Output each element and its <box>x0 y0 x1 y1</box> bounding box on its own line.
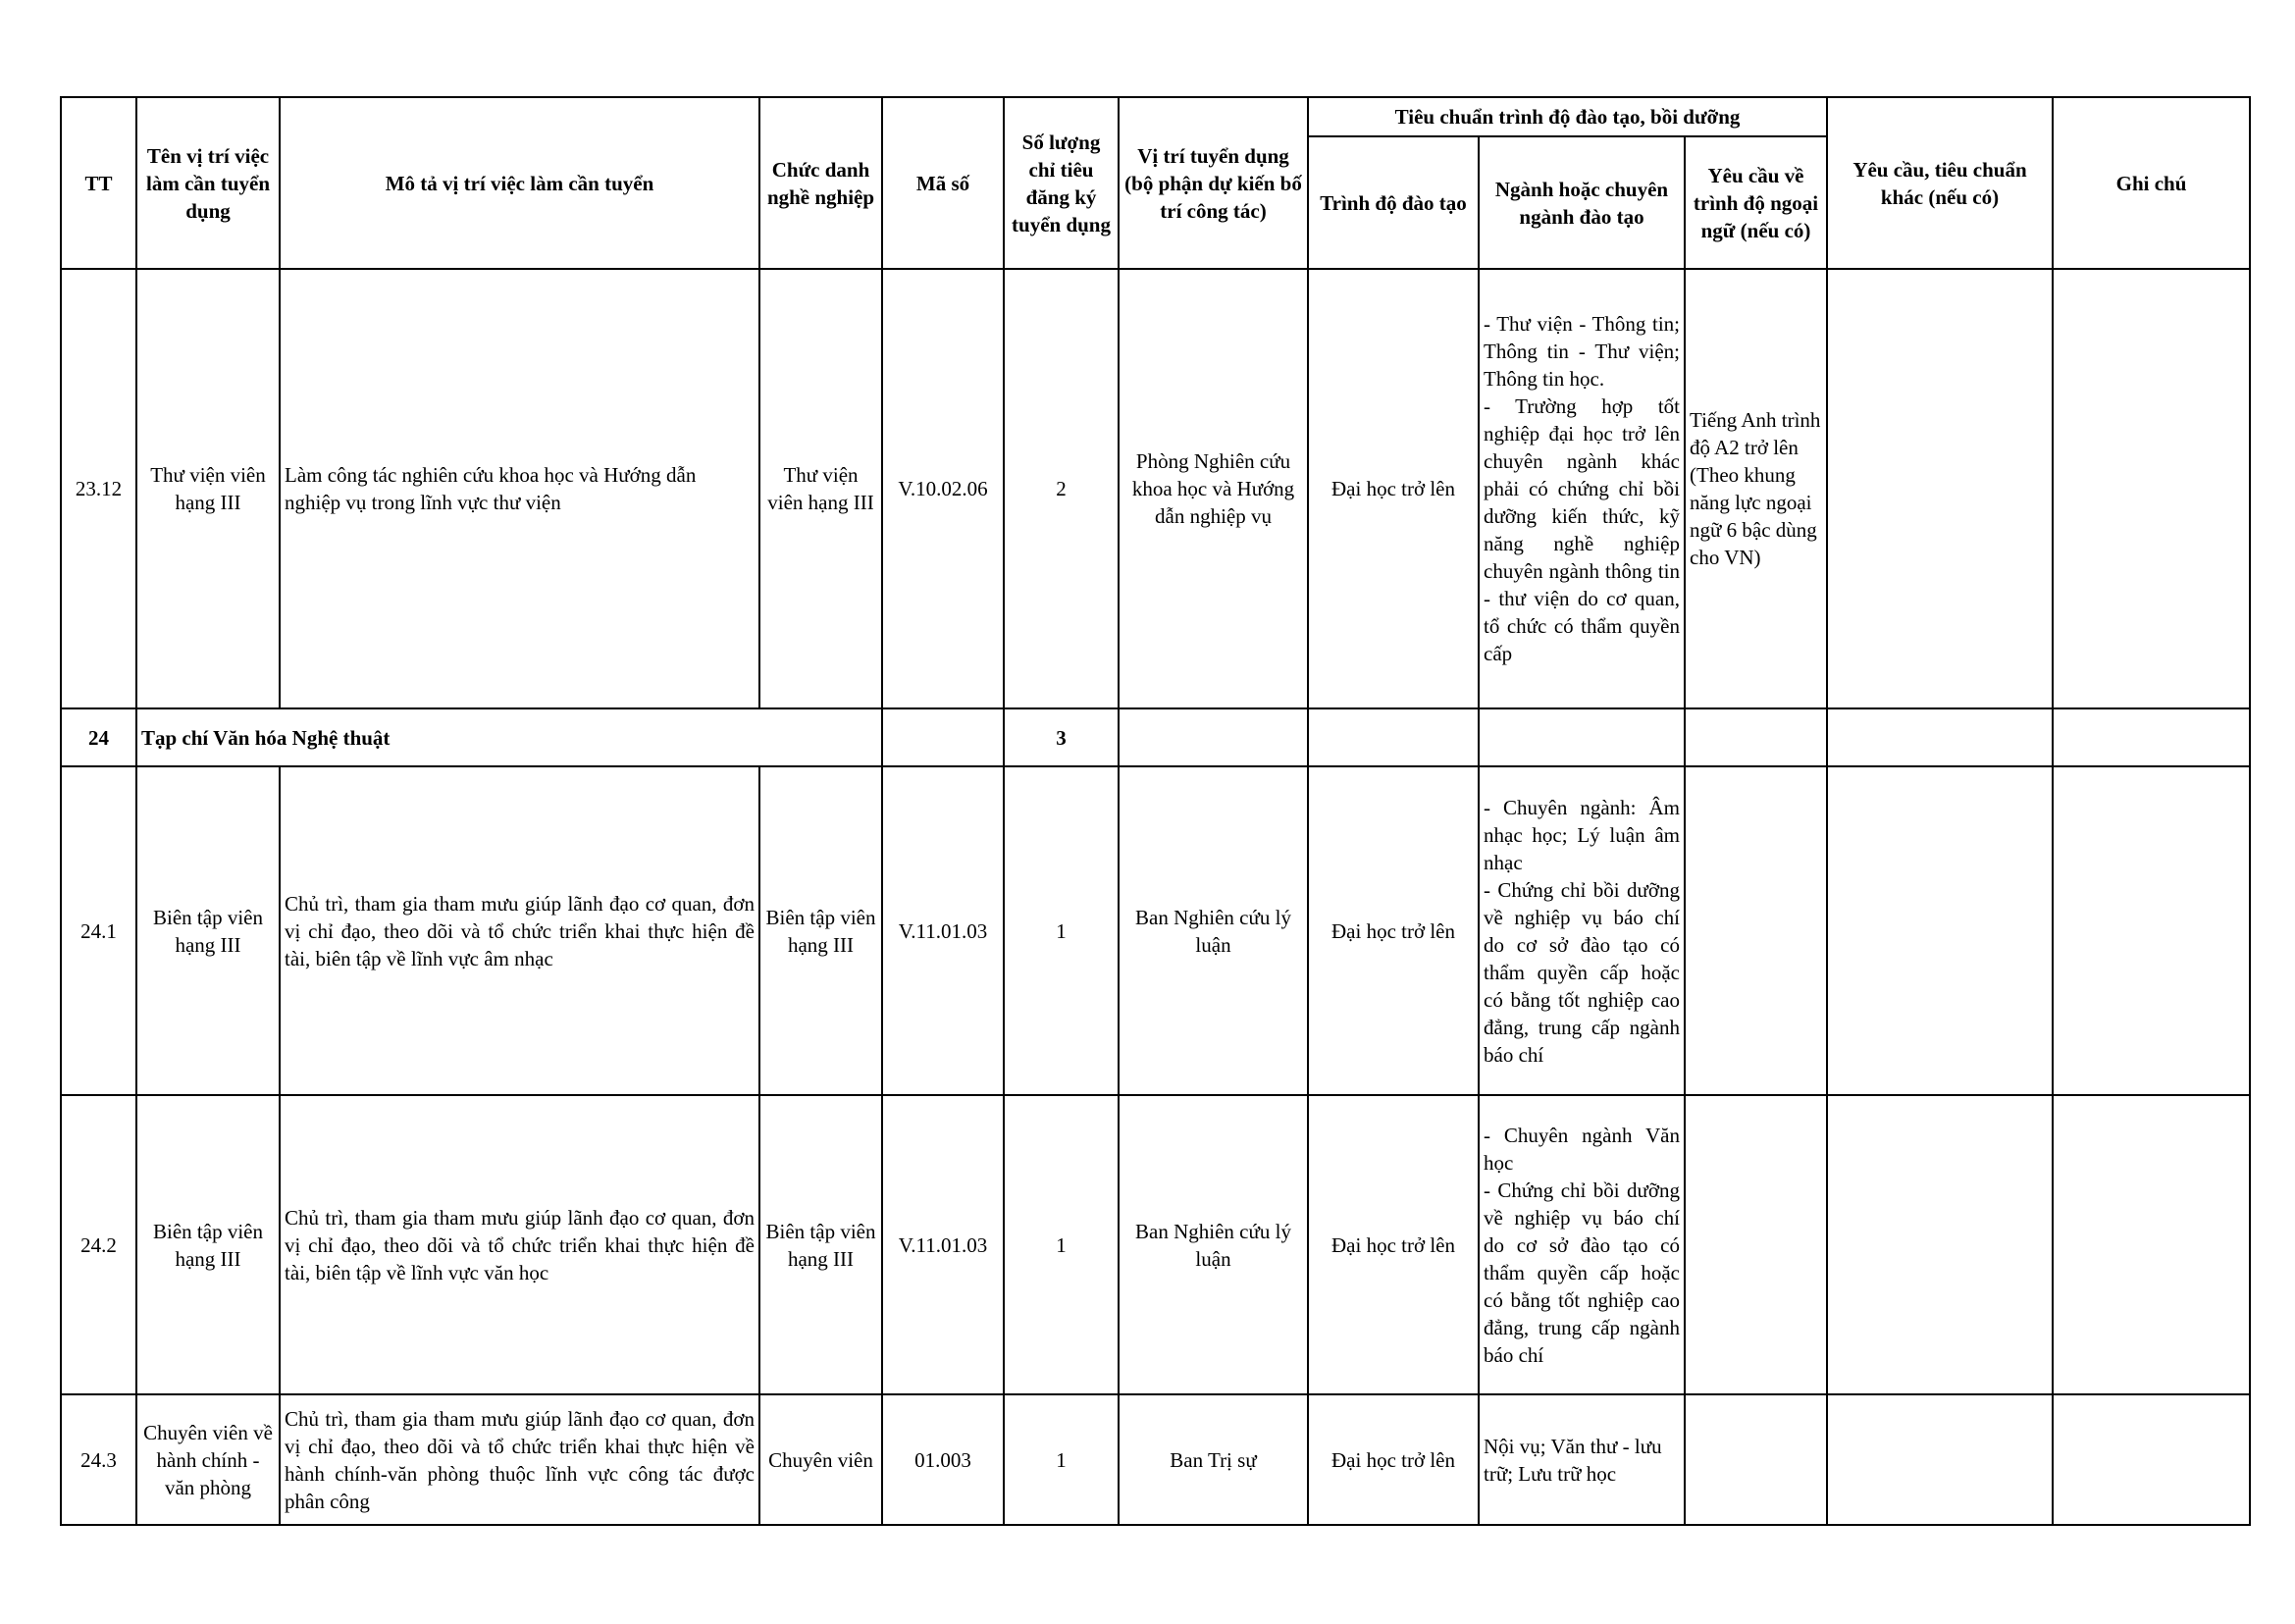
header-education: Trình độ đào tạo <box>1308 136 1479 269</box>
cell-other <box>1827 1394 2053 1525</box>
cell-major <box>1479 269 1685 708</box>
header-location: Vị trí tuyển dụng (bộ phận dự kiến bố trí công tác) <box>1119 97 1308 269</box>
cell-language: Tiếng Anh trình độ A2 trở lên (Theo khung năng lực ngoại ngữ 6 bậc dùng cho VN) <box>1685 269 1827 708</box>
cell-major <box>1479 766 1685 1095</box>
cell-description: Chủ trì, tham gia tham mưu giúp lãnh đạo cơ quan, đơn vị chỉ đạo, theo dõi và tổ chức triển khai thực hiện đề tài, biên tập về lĩnh vực văn học <box>280 1095 759 1394</box>
cell-other <box>1827 766 2053 1095</box>
cell-position-name: Biên tập viên hạng III <box>136 1095 280 1394</box>
cell-quota: 1 <box>1004 1394 1119 1525</box>
header-training-group: Tiêu chuẩn trình độ đào tạo, bồi dưỡng <box>1308 97 1827 136</box>
section-empty-code <box>882 708 1004 766</box>
section-empty-notes <box>2053 708 2250 766</box>
cell-language <box>1685 1095 1827 1394</box>
cell-location: Ban Nghiên cứu lý luận <box>1119 766 1308 1095</box>
cell-education: Đại học trở lên <box>1308 1095 1479 1394</box>
header-quota: Số lượng chỉ tiêu đăng ký tuyển dụng <box>1004 97 1119 269</box>
table-row <box>61 1394 2250 1525</box>
cell-other <box>1827 269 2053 708</box>
section-quota: 3 <box>1004 708 1119 766</box>
cell-major <box>1479 1095 1685 1394</box>
header-position-name: Tên vị trí việc làm cần tuyển dụng <box>136 97 280 269</box>
major-line-1: - Chuyên ngành: Âm nhạc học; Lý luận âm nhạc <box>1484 795 1680 874</box>
cell-position-name: Chuyên viên về hành chính - văn phòng <box>136 1394 280 1525</box>
cell-tt: 24.2 <box>61 1095 136 1394</box>
header-code: Mã số <box>882 97 1004 269</box>
cell-major: Nội vụ; Văn thư - lưu trữ; Lưu trữ học <box>1479 1394 1685 1525</box>
major-line-1: - Thư viện - Thông tin; Thông tin - Thư viện; Thông tin học. <box>1484 312 1680 391</box>
cell-education: Đại học trở lên <box>1308 1394 1479 1525</box>
cell-job-title: Biên tập viên hạng III <box>759 1095 882 1394</box>
cell-job-title: Thư viện viên hạng III <box>759 269 882 708</box>
header-major: Ngành hoặc chuyên ngành đào tạo <box>1479 136 1685 269</box>
recruitment-table <box>60 96 2251 1526</box>
cell-code: V.11.01.03 <box>882 766 1004 1095</box>
cell-job-title: Biên tập viên hạng III <box>759 766 882 1095</box>
cell-job-title: Chuyên viên <box>759 1394 882 1525</box>
header-language: Yêu cầu về trình độ ngoại ngữ (nếu có) <box>1685 136 1827 269</box>
cell-tt: 23.12 <box>61 269 136 708</box>
major-line-1: - Chuyên ngành Văn học <box>1484 1123 1680 1175</box>
cell-position-name: Biên tập viên hạng III <box>136 766 280 1095</box>
cell-description: Chủ trì, tham gia tham mưu giúp lãnh đạo cơ quan, đơn vị chỉ đạo, theo dõi và tổ chức triển khai thực hiện về hành chính-văn phòng thuộc lĩnh vực công tác được phân công <box>280 1394 759 1525</box>
section-empty-education <box>1308 708 1479 766</box>
cell-quota: 1 <box>1004 1095 1119 1394</box>
table-row <box>61 1095 2250 1394</box>
major-line-2: - Chứng chỉ bồi dưỡng về nghiệp vụ báo chí do cơ sở đào tạo có thẩm quyền cấp hoặc có bằng tốt nghiệp cao đẳng, trung cấp ngành báo chí <box>1484 877 1680 1067</box>
header-description: Mô tả vị trí việc làm cần tuyển <box>280 97 759 269</box>
cell-code: V.11.01.03 <box>882 1095 1004 1394</box>
cell-code: V.10.02.06 <box>882 269 1004 708</box>
section-empty-major <box>1479 708 1685 766</box>
cell-notes <box>2053 766 2250 1095</box>
cell-notes <box>2053 1394 2250 1525</box>
cell-quota: 2 <box>1004 269 1119 708</box>
cell-quota: 1 <box>1004 766 1119 1095</box>
major-line-2: - Trường hợp tốt nghiệp đại học trở lên chuyên ngành khác phải có chứng chỉ bồi dưỡng kiến thức, kỹ năng nghề nghiệp chuyên ngành thông tin - thư viện do cơ quan, tổ chức có thẩm quyền cấp <box>1484 394 1680 665</box>
section-row <box>61 708 2250 766</box>
cell-other <box>1827 1095 2053 1394</box>
header-job-title: Chức danh nghề nghiệp <box>759 97 882 269</box>
section-empty-location <box>1119 708 1308 766</box>
cell-tt: 24.3 <box>61 1394 136 1525</box>
section-empty-other <box>1827 708 2053 766</box>
cell-education: Đại học trở lên <box>1308 269 1479 708</box>
cell-location: Phòng Nghiên cứu khoa học và Hướng dẫn nghiệp vụ <box>1119 269 1308 708</box>
cell-notes <box>2053 1095 2250 1394</box>
header-notes: Ghi chú <box>2053 97 2250 269</box>
cell-language <box>1685 766 1827 1095</box>
header-other: Yêu cầu, tiêu chuẩn khác (nếu có) <box>1827 97 2053 269</box>
major-line-2: - Chứng chỉ bồi dưỡng về nghiệp vụ báo chí do cơ sở đào tạo có thẩm quyền cấp hoặc có bằng tốt nghiệp cao đẳng, trung cấp ngành báo chí <box>1484 1178 1680 1367</box>
cell-education: Đại học trở lên <box>1308 766 1479 1095</box>
header-row-1 <box>61 97 2250 136</box>
header-tt: TT <box>61 97 136 269</box>
table-row <box>61 766 2250 1095</box>
cell-tt: 24.1 <box>61 766 136 1095</box>
cell-location: Ban Nghiên cứu lý luận <box>1119 1095 1308 1394</box>
section-empty-language <box>1685 708 1827 766</box>
table-row <box>61 269 2250 708</box>
section-tt: 24 <box>61 708 136 766</box>
cell-language <box>1685 1394 1827 1525</box>
cell-position-name: Thư viện viên hạng III <box>136 269 280 708</box>
cell-description: Chủ trì, tham gia tham mưu giúp lãnh đạo cơ quan, đơn vị chỉ đạo, theo dõi và tổ chức triển khai thực hiện đề tài, biên tập về lĩnh vực âm nhạc <box>280 766 759 1095</box>
cell-code: 01.003 <box>882 1394 1004 1525</box>
cell-location: Ban Trị sự <box>1119 1394 1308 1525</box>
cell-description: Làm công tác nghiên cứu khoa học và Hướng dẫn nghiệp vụ trong lĩnh vực thư viện <box>280 269 759 708</box>
section-name: Tạp chí Văn hóa Nghệ thuật <box>136 708 882 766</box>
cell-notes <box>2053 269 2250 708</box>
